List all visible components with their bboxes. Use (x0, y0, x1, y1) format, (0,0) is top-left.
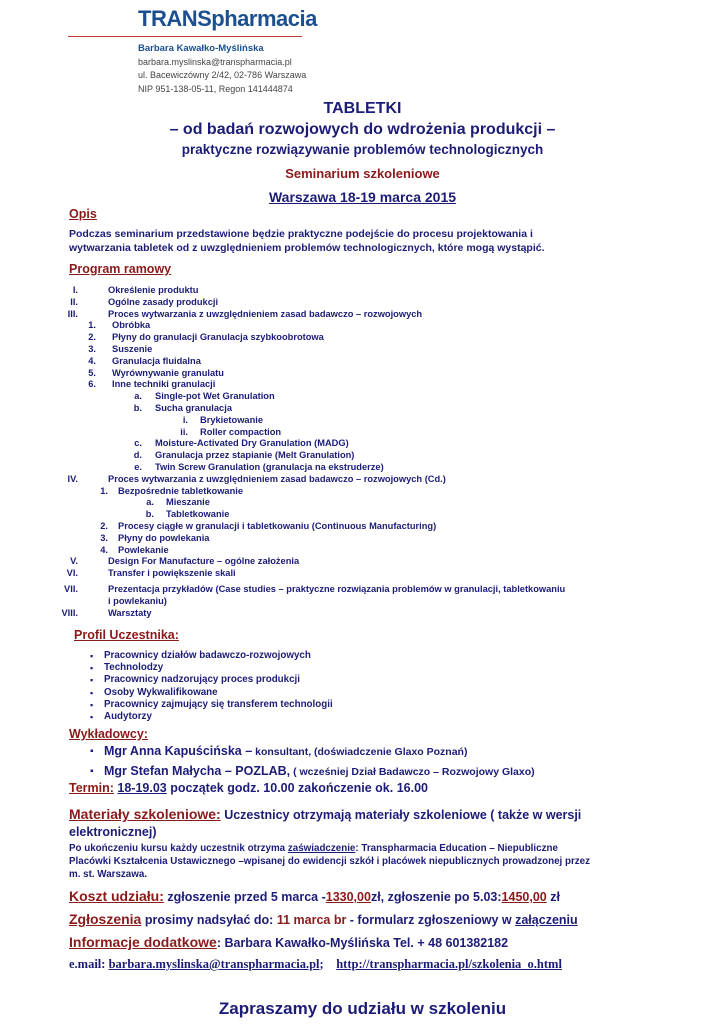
document-title: TABLETKI (323, 100, 402, 117)
item-number: 5. (88, 367, 96, 378)
item-number: 4. (88, 355, 96, 366)
item-text: Inne techniki granulacji (112, 379, 216, 390)
lecturers-list (90, 742, 535, 782)
term-label: Termin: (69, 781, 114, 795)
email-label: e.mail: (69, 957, 109, 971)
program-item (54, 297, 714, 309)
item-number: b. (145, 509, 154, 520)
program-item (54, 450, 714, 462)
profile-item: ▪ Technolodzy (90, 662, 333, 674)
contact-name: Barbara Kawałko-Myślińska (138, 43, 264, 54)
opis-text (69, 227, 719, 255)
item-number: i. (182, 414, 188, 425)
item-text: Bezpośrednie tabletkowanie (118, 485, 244, 496)
materials-label: Materiały szkoleniowe: (69, 806, 221, 822)
item-number: I. (72, 285, 78, 295)
item-text: Moisture-Activated Dry Granulation (MADG) (155, 438, 349, 449)
materials-block (69, 806, 719, 841)
item-number: 6. (88, 379, 96, 390)
term-hours: początek godz. 10.00 zakończenie ok. 16.00 (166, 781, 428, 795)
lecturer-name: Mgr Stefan Małycha – POZLAB, (104, 764, 291, 778)
program-item (54, 320, 714, 332)
contact-ids: NIP 951-138-05-11, Regon 141444874 (138, 83, 293, 94)
item-number: VI. (66, 568, 78, 579)
program-item (54, 462, 714, 474)
invitation-footer: Zapraszamy do udziału w szkoleniu (218, 999, 507, 1018)
item-text: Płyny do powlekania (118, 532, 210, 543)
profile-item: ▪ Pracownicy działów badawczo-rozwojowych (90, 650, 333, 662)
certificate-text: Po ukończeniu kursu każdy uczestnik otrzyma (69, 843, 288, 854)
item-number: 1. (100, 485, 108, 496)
item-number: e. (134, 461, 142, 472)
item-number: II. (70, 296, 78, 307)
registration-text: prosimy nadsyłać do: (141, 913, 277, 927)
lecturers-heading: Wykładowcy: (69, 727, 148, 741)
item-text: Granulacja przez stapianie (Melt Granulation) (155, 450, 355, 461)
email-line (69, 957, 562, 972)
profile-heading: Profil Uczestnika: (74, 628, 179, 642)
item-text: Określenie produktu (108, 285, 199, 295)
program-item (54, 379, 714, 391)
document-subtitle: – od badań rozwojowych do wdrożenia produkcji – (169, 121, 556, 138)
item-number: 4. (100, 544, 108, 555)
registration-line (69, 911, 578, 927)
item-number: c. (134, 438, 142, 449)
seminar-date: Warszawa 18-19 marca 2015 (268, 189, 457, 205)
item-text: Design For Manufacture – ogólne założenia (108, 556, 300, 567)
term-line (69, 781, 428, 795)
program-item (54, 368, 714, 380)
price-late: 1450,00 (501, 890, 547, 904)
item-number: a. (134, 391, 142, 402)
item-text: Brykietowanie (200, 414, 264, 425)
info-line (69, 934, 508, 950)
item-text: Roller compaction (200, 426, 282, 437)
materials-text: Uczestnicy otrzymają materiały szkoleniowe ( także w wersji (220, 808, 582, 822)
program-item (54, 356, 714, 368)
program-item (54, 285, 714, 297)
program-item (54, 509, 714, 521)
info-label: Informacje dodatkowe (69, 934, 217, 950)
brand-logo: TRANSpharmacia (138, 6, 317, 31)
profile-item: ▪ Pracownicy zajmujący się transferem technologii (90, 699, 333, 711)
opis-text-line: wytwarzania tabletek od z uwzględnieniem problemów technologicznych, które mogą wystąpić. (69, 242, 545, 254)
cost-text: zł, zgłoszenie po 5.03 (370, 890, 498, 904)
program-item (54, 486, 714, 498)
program-item (54, 521, 714, 533)
item-text: Prezentacja przykładów (Case studies – praktyczne rozwiązania problemów w granulacji, tabletkowaniu (108, 583, 566, 594)
email-separator: ; (319, 957, 324, 971)
item-text: Proces wytwarzania z uwzględnieniem zasad badawczo – rozwojowych (108, 308, 423, 319)
item-text: Twin Screw Granulation (granulacja na ekstruderze) (155, 461, 384, 472)
item-number: ii. (180, 426, 188, 437)
item-number: 3. (88, 343, 96, 354)
profile-item: ▪ Pracownicy nadzorujący proces produkcji (90, 674, 333, 686)
certificate-line: Placówki Kształcenia Ustawicznego –wpisanej do ewidencji szkół i placówek niepublicznych prowadzonej przez (69, 856, 591, 867)
item-text: Ogólne zasady produkcji (108, 296, 219, 307)
certificate-text: : Transpharmacia Education – Niepubliczne (355, 843, 558, 854)
program-item (54, 403, 714, 415)
attachment-link[interactable]: załączeniu (515, 913, 578, 927)
program-item (54, 391, 714, 403)
email-link[interactable]: barbara.myslinska@transpharmacia.pl (108, 957, 320, 971)
item-text: Sucha granulacja (155, 402, 232, 413)
item-number: a. (146, 497, 154, 508)
item-number: 3. (100, 532, 108, 543)
opis-text-line: Podczas seminarium przedstawione będzie praktyczne podejście do procesu projektowania i (69, 228, 533, 240)
registration-label: Zgłoszenia (69, 911, 142, 927)
lecturer-desc: ( wcześniej Dział Badawczo – Rozwojowy Glaxo) (290, 766, 535, 778)
item-number: VIII. (61, 607, 78, 618)
opis-heading: Opis (69, 207, 97, 221)
contact-email: barbara.myslinska@transpharmacia.pl (138, 56, 292, 67)
program-item (54, 568, 714, 580)
certificate-line (69, 842, 719, 855)
profile-item: ▪ Osoby Wykwalifikowane (90, 687, 333, 699)
info-text: : Barbara Kawałko-Myślińska Tel. + 48 601382182 (216, 936, 509, 950)
program-item (54, 608, 714, 620)
materials-text-cont: elektronicznej) (69, 825, 157, 839)
cost-separator: : (497, 890, 502, 904)
item-text: Granulacja fluidalna (112, 355, 201, 366)
item-number: IV. (67, 473, 78, 484)
contact-block (138, 42, 306, 96)
program-item (54, 545, 714, 557)
program-heading: Program ramowy (69, 262, 172, 276)
document-tagline: praktyczne rozwiązywanie problemów technologicznych (181, 142, 544, 157)
profile-item: ▪ Audytorzy (90, 711, 333, 723)
program-item (54, 474, 714, 486)
item-text: Powlekanie (118, 544, 169, 555)
program-item (54, 533, 714, 545)
logo-divider (68, 36, 302, 37)
item-text: Warsztaty (108, 607, 152, 618)
cost-label: Koszt udziału: (69, 888, 164, 904)
certificate-word: zaświadczenie (287, 843, 356, 854)
registration-text: - formularz zgłoszeniowy w (346, 913, 516, 927)
item-text: Obróbka (112, 320, 151, 331)
program-item (54, 344, 714, 356)
seminar-label: Seminarium szkoleniowe (285, 166, 440, 181)
program-item (54, 438, 714, 450)
program-item (54, 427, 714, 439)
certificate-line: m. st. Warszawa. (69, 869, 148, 880)
registration-deadline: 11 marca br (276, 913, 347, 927)
item-text: Mieszanie (166, 497, 210, 508)
program-item (54, 415, 714, 427)
program-item (54, 584, 714, 596)
lecturer-name: Mgr Anna Kapuścińska – (104, 744, 253, 758)
cost-line (69, 888, 560, 904)
item-number: III. (67, 308, 78, 319)
item-number: 2. (100, 520, 108, 531)
lecturer-item (90, 762, 535, 782)
item-number: b. (133, 402, 142, 413)
item-text: Płyny do granulacji Granulacja szybkoobrotowa (112, 332, 324, 343)
program-item (54, 309, 714, 321)
item-text: Tabletkowanie (166, 509, 230, 520)
contact-address: ul. Bacewiczówny 2/42, 02-786 Warszawa (138, 70, 307, 80)
item-text: Suszenie (112, 343, 153, 354)
profile-list (90, 650, 333, 723)
item-number: VII. (64, 583, 78, 594)
lecturer-item (90, 742, 535, 762)
program-item (54, 556, 714, 568)
certificate-block (69, 842, 719, 881)
website-link[interactable]: http://transpharmacia.pl/szkolenia_o.html (336, 957, 562, 971)
program-item (54, 332, 714, 344)
lecturer-desc: konsultant, (doświadczenie Glaxo Poznań) (252, 746, 468, 758)
price-early: 1330,00 (325, 890, 371, 904)
program-item (54, 596, 714, 608)
item-number: V. (70, 556, 78, 567)
cost-text: zgłoszenie przed 5 marca - (163, 890, 326, 904)
item-text: Wyrównywanie granulatu (112, 367, 224, 378)
term-dates: 18-19.03 (117, 781, 167, 795)
cost-currency: zł (546, 890, 560, 904)
item-number: d. (133, 450, 142, 461)
item-text: Procesy ciągłe w granulacji i tabletkowaniu (Continuous Manufacturing) (118, 520, 437, 531)
item-text: i powlekaniu) (108, 595, 167, 606)
item-text: Proces wytwarzania z uwzględnieniem zasad badawczo – rozwojowych (Cd.) (108, 473, 446, 484)
item-number: 2. (88, 332, 96, 343)
program-list (54, 285, 714, 619)
item-number: 1. (88, 320, 96, 331)
program-item (54, 497, 714, 509)
item-text: Single-pot Wet Granulation (155, 391, 275, 402)
item-text: Transfer i powiększenie skali (108, 568, 236, 579)
